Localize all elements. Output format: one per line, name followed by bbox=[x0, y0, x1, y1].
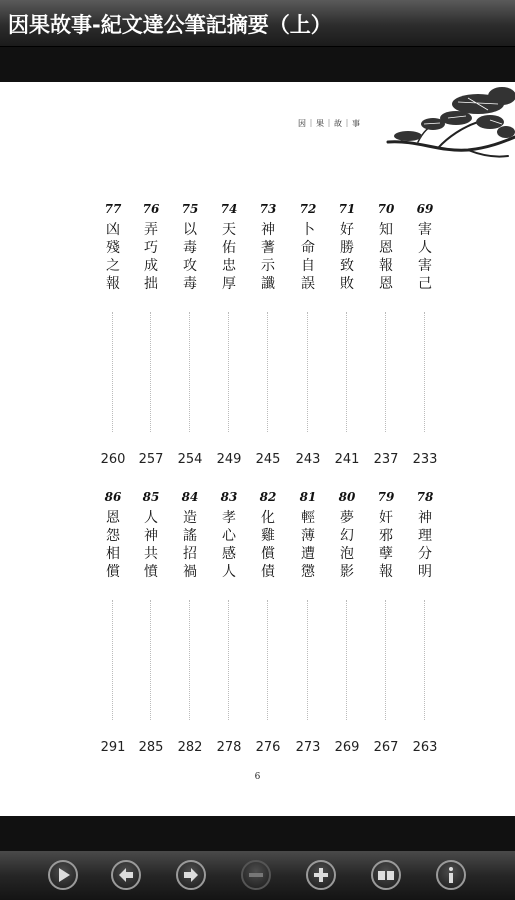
leader-dots bbox=[228, 312, 229, 432]
toc-entry[interactable] bbox=[332, 202, 362, 467]
toc-entry-title: 化 雞 償 債 bbox=[261, 510, 275, 580]
arrow-left-icon bbox=[113, 862, 139, 888]
toc-entry-page: 291 bbox=[100, 740, 126, 755]
toc-entry-title: 神 理 分 明 bbox=[418, 510, 432, 580]
toc-entry[interactable] bbox=[332, 490, 362, 755]
previous-page-button[interactable] bbox=[111, 860, 141, 890]
toc-entry-number: 75 bbox=[181, 202, 199, 216]
toc-entry-title: 人 神 共 憤 bbox=[144, 510, 158, 580]
toc-entry[interactable] bbox=[253, 490, 283, 755]
toc-entry-number: 77 bbox=[104, 202, 122, 216]
toc-entry-page: 243 bbox=[295, 452, 321, 467]
zoom-in-icon bbox=[308, 862, 334, 888]
leader-dots bbox=[307, 600, 308, 720]
toc-entry-page: 245 bbox=[255, 452, 281, 467]
toc-entry[interactable] bbox=[175, 202, 205, 467]
toc-entry-page: 241 bbox=[334, 452, 360, 467]
two-page-view-button[interactable] bbox=[371, 860, 401, 890]
toc-entry-title: 孝 心 感 人 bbox=[222, 510, 236, 580]
toc-entry[interactable] bbox=[98, 202, 128, 467]
play-button[interactable] bbox=[48, 860, 78, 890]
toc-entry-title: 造 謠 招 禍 bbox=[183, 510, 197, 580]
leader-dots bbox=[424, 600, 425, 720]
toc-entry-number: 81 bbox=[299, 490, 317, 504]
arrow-right-icon bbox=[178, 862, 204, 888]
leader-dots bbox=[307, 312, 308, 432]
toc-entry[interactable] bbox=[293, 202, 323, 467]
toc-entry-number: 74 bbox=[220, 202, 238, 216]
toc-entry[interactable] bbox=[136, 202, 166, 467]
leader-dots bbox=[424, 312, 425, 432]
leader-dots bbox=[385, 312, 386, 432]
toc-entry[interactable] bbox=[136, 490, 166, 755]
toc-entry-title: 夢 幻 泡 影 bbox=[340, 510, 354, 580]
toc-entry-page: 249 bbox=[216, 452, 242, 467]
toc-entry-page: 237 bbox=[373, 452, 399, 467]
leader-dots bbox=[189, 600, 190, 720]
leader-dots bbox=[267, 312, 268, 432]
toc-entry-number: 84 bbox=[181, 490, 199, 504]
leader-dots bbox=[150, 600, 151, 720]
toc-entry-page: 263 bbox=[412, 740, 438, 755]
leader-dots bbox=[112, 600, 113, 720]
toc-entry-number: 80 bbox=[338, 490, 356, 504]
toc-entry-number: 82 bbox=[259, 490, 277, 504]
reader-toolbar bbox=[0, 851, 515, 900]
toc-entry-page: 276 bbox=[255, 740, 281, 755]
toc-entry-number: 78 bbox=[416, 490, 434, 504]
toc-entry-page: 285 bbox=[138, 740, 164, 755]
toc-entry[interactable] bbox=[98, 490, 128, 755]
title-bar bbox=[0, 0, 515, 47]
zoom-in-button[interactable] bbox=[306, 860, 336, 890]
toc-entry[interactable] bbox=[410, 490, 440, 755]
toc-entry-title: 恩 怨 相 償 bbox=[106, 510, 120, 580]
toc-entry-title: 神 蓍 示 讖 bbox=[261, 222, 275, 292]
toc-entry-title: 天 佑 忠 厚 bbox=[222, 222, 236, 292]
top-spacer-bar bbox=[0, 47, 515, 82]
book-page[interactable] bbox=[0, 82, 515, 816]
toc-entry-title: 奸 邪 孽 報 bbox=[379, 510, 393, 580]
pine-branch-illustration bbox=[378, 82, 515, 162]
toc-entry[interactable] bbox=[175, 490, 205, 755]
leader-dots bbox=[228, 600, 229, 720]
leader-dots bbox=[112, 312, 113, 432]
toc-entry-number: 76 bbox=[142, 202, 160, 216]
toc-entry-page: 254 bbox=[177, 452, 203, 467]
zoom-out-icon bbox=[243, 862, 269, 888]
leader-dots bbox=[385, 600, 386, 720]
toc-entry-page: 278 bbox=[216, 740, 242, 755]
info-button[interactable] bbox=[436, 860, 466, 890]
toc-entry-title: 以 毒 攻 毒 bbox=[183, 222, 197, 292]
leader-dots bbox=[346, 600, 347, 720]
leader-dots bbox=[189, 312, 190, 432]
info-icon bbox=[438, 862, 464, 888]
zoom-out-button[interactable] bbox=[241, 860, 271, 890]
toc-entry-number: 83 bbox=[220, 490, 238, 504]
page-number: 6 bbox=[254, 772, 261, 782]
leader-dots bbox=[346, 312, 347, 432]
toc-entry-title: 好 勝 致 敗 bbox=[340, 222, 354, 292]
toc-entry-page: 257 bbox=[138, 452, 164, 467]
running-header: 因｜果｜故｜事 bbox=[298, 119, 361, 128]
toc-entry-page: 267 bbox=[373, 740, 399, 755]
toc-entry-page: 282 bbox=[177, 740, 203, 755]
toc-entry-title: 凶 殘 之 報 bbox=[106, 222, 120, 292]
toc-entry-number: 85 bbox=[142, 490, 160, 504]
leader-dots bbox=[267, 600, 268, 720]
toc-entry-title: 害 人 害 己 bbox=[418, 222, 432, 292]
leader-dots bbox=[150, 312, 151, 432]
toc-entry[interactable] bbox=[371, 490, 401, 755]
toc-entry-title: 知 恩 報 恩 bbox=[379, 222, 393, 292]
toc-entry-title: 輕 薄 遭 懲 bbox=[301, 510, 315, 580]
toc-entry-number: 72 bbox=[299, 202, 317, 216]
toc-entry-number: 71 bbox=[338, 202, 356, 216]
toc-entry-title: 卜 命 自 誤 bbox=[301, 222, 315, 292]
toc-entry-title: 弄 巧 成 拙 bbox=[144, 222, 158, 292]
toc-entry[interactable] bbox=[371, 202, 401, 467]
two-page-icon bbox=[373, 862, 399, 888]
play-icon bbox=[50, 862, 76, 888]
toc-entry-number: 86 bbox=[104, 490, 122, 504]
bottom-spacer-bar bbox=[0, 816, 515, 851]
toc-entry-page: 273 bbox=[295, 740, 321, 755]
toc-entry-number: 73 bbox=[259, 202, 277, 216]
toc-entry[interactable] bbox=[293, 490, 323, 755]
toc-entry[interactable] bbox=[214, 202, 244, 467]
next-page-button[interactable] bbox=[176, 860, 206, 890]
toc-entry-page: 260 bbox=[100, 452, 126, 467]
toc-entry-number: 79 bbox=[377, 490, 395, 504]
toc-entry[interactable] bbox=[253, 202, 283, 467]
toc-entry-number: 69 bbox=[416, 202, 434, 216]
toc-entry-number: 70 bbox=[377, 202, 395, 216]
app-title: 因果故事-紀文達公筆記摘要（上） bbox=[8, 13, 332, 37]
toc-entry[interactable] bbox=[214, 490, 244, 755]
toc-entry-page: 269 bbox=[334, 740, 360, 755]
toc-entry[interactable] bbox=[410, 202, 440, 467]
toc-entry-page: 233 bbox=[412, 452, 438, 467]
